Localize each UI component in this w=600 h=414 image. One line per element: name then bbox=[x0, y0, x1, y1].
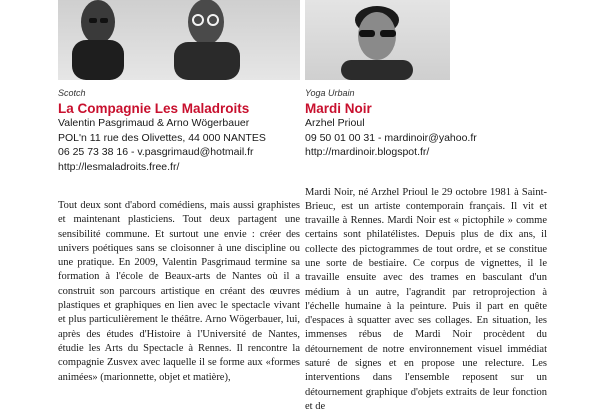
artist-contact: 06 25 73 38 16 - v.pasgrimaud@hotmail.fr bbox=[58, 145, 300, 160]
left-column bbox=[58, 0, 300, 385]
photo-caption: Scotch bbox=[58, 88, 300, 99]
artist-website: http://mardinoir.blogspot.fr/ bbox=[305, 145, 547, 160]
photo-mardi-noir bbox=[305, 0, 450, 80]
artist-title: Mardi Noir bbox=[305, 101, 547, 116]
artist-address: POL'n 11 rue des Olivettes, 44 000 NANTES bbox=[58, 131, 300, 146]
artist-biography: Tout deux sont d'abord comédiens, mais aussi graphistes et maintenant plasticiens. Tout deux partagent une sensibilité commune. Et surtout une envie : créer des univers poétiques sans se cloisonner à une discipline ou une pratique. En 2009, Valentin Pasgrimaud termine sa formation à l'école de Beaux-arts de Nantes où il a construit son parcours artistique en créant des œuvres plastiques et graphiques en lien avec le spectacle vivant et plus particulièrement le théâtre. Arno Wögerbauer, lui, après des études d'Histoire à l'Université de Nantes, étudie les Arts du Spectacle à Rennes. Il rencontre la compagnie Zusvex avec laquelle il se forme aux «formes animées» (marionnette, objet et matière), bbox=[58, 199, 300, 385]
artist-title: La Compagnie Les Maladroits bbox=[58, 101, 300, 116]
photo-les-maladroits bbox=[58, 0, 300, 80]
artist-biography: Mardi Noir, né Arzhel Prioul le 29 octobre 1981 à Saint-Brieuc, est un artiste contemporain français. Il vit et travaille à Rennes. Mardi Noir est « pictophile » comme certains sont philatélistes. Depuis plus de dix ans, il collecte des pictogrammes de tout ordre, et se constitue une sorte de bestiaire. Ce corpus de vignettes, il le travaille ensuite avec des trames en basculant d'un médium à un autre, l'agrandit par retroprojection à l'échelle humaine à la peinture. Puis il part en quête d'espaces à squatter avec ses collages. En situation, les immenses rébus de Mardi Noir procèdent du détournement de notre environnement visuel immédiat saturé de signes et en propose une relecture. Les interventions dans l'ensemble reposent sur un détournement graphique d'objets extraits de leur fonction et de bbox=[305, 186, 547, 414]
artist-names: Valentin Pasgrimaud & Arno Wögerbauer bbox=[58, 116, 300, 131]
artist-website: http://lesmaladroits.free.fr/ bbox=[58, 160, 300, 175]
artist-contact: 09 50 01 00 31 - mardinoir@yahoo.fr bbox=[305, 131, 547, 146]
artist-name: Arzhel Prioul bbox=[305, 116, 547, 131]
right-column bbox=[305, 0, 547, 414]
photo-caption: Yoga Urbain bbox=[305, 88, 547, 99]
